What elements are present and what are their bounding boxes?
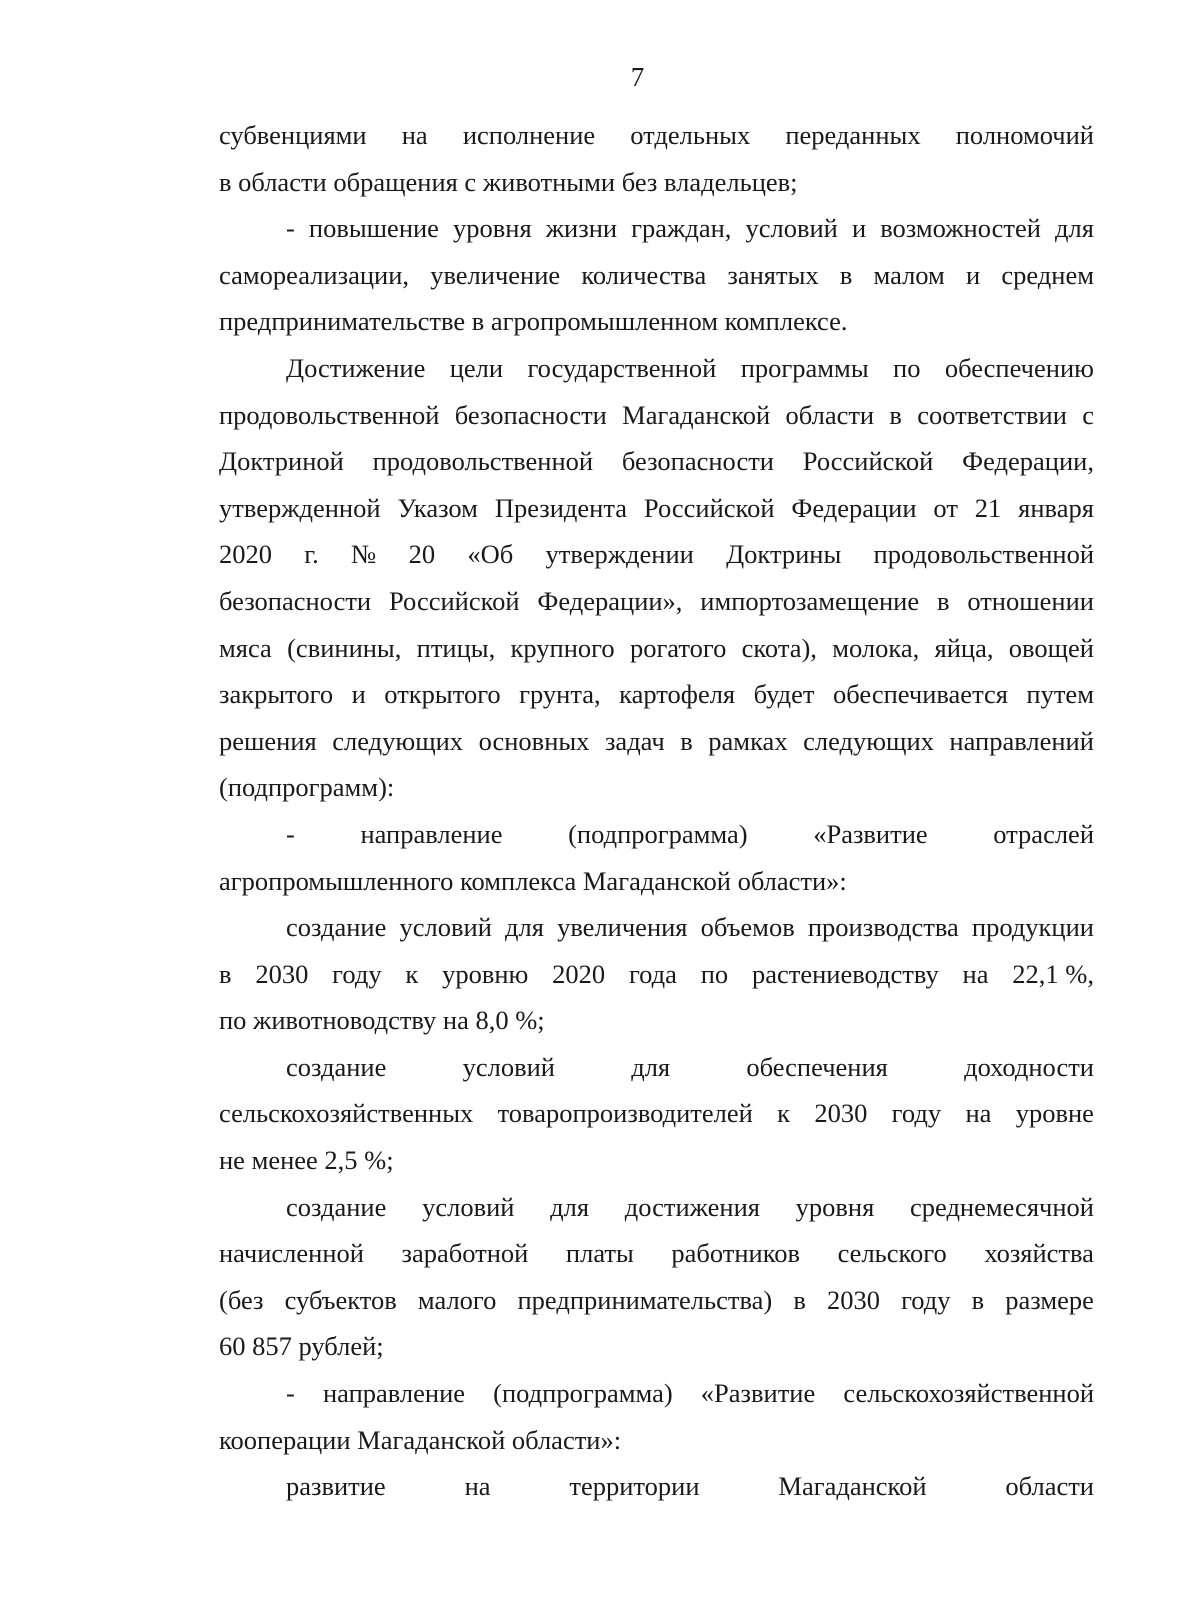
- text-line: [219, 625, 1094, 672]
- text-line: [219, 1090, 1094, 1137]
- word: направление: [322, 1378, 466, 1409]
- text-line: [219, 1044, 1094, 1091]
- word: в: [219, 958, 232, 989]
- word: Российской: [802, 446, 934, 477]
- word: яйца,: [934, 632, 994, 663]
- word: сельскохозяйственной: [843, 1378, 1094, 1409]
- text-line: [219, 159, 1094, 206]
- line-text: кооперации Магаданской области»:: [219, 1424, 622, 1455]
- word: для: [505, 912, 544, 943]
- word: Магаданской: [622, 399, 771, 430]
- word: граждан,: [631, 213, 732, 244]
- word: и: [966, 259, 981, 290]
- word: сельскохозяйственных: [219, 1098, 474, 1129]
- word: в: [793, 1284, 806, 1315]
- word: утверждении: [545, 539, 694, 570]
- word: году: [891, 1098, 942, 1129]
- word: объемов: [700, 912, 795, 943]
- word: направление: [360, 818, 503, 849]
- word: продукции: [971, 912, 1094, 943]
- word: утвержденной: [219, 492, 381, 523]
- word: для: [550, 1191, 590, 1222]
- word: и: [851, 213, 867, 244]
- word: уровня: [453, 213, 532, 244]
- word: рамках: [708, 725, 788, 756]
- word: Федерации»,: [537, 585, 683, 616]
- word: возможностей: [880, 213, 1041, 244]
- word: №: [351, 539, 377, 570]
- word: Российской: [388, 585, 520, 616]
- word: доходности: [964, 1051, 1094, 1082]
- word: условий: [462, 1051, 555, 1082]
- word: 2020: [219, 539, 272, 570]
- line-text: не менее 2,5 %;: [219, 1145, 394, 1176]
- word: увеличения: [557, 912, 688, 943]
- word: следующих: [803, 725, 934, 756]
- text-line: [219, 1230, 1094, 1277]
- word: отраслей: [993, 818, 1094, 849]
- text-line: [219, 718, 1094, 765]
- word: на: [965, 1098, 992, 1129]
- word: -: [286, 1378, 295, 1409]
- word: в: [971, 1284, 985, 1315]
- word: импортозамещение: [700, 585, 920, 616]
- word: 2030: [814, 1098, 868, 1129]
- word: малом: [873, 259, 945, 290]
- word: овощей: [1008, 632, 1094, 663]
- word: на: [401, 120, 428, 150]
- word: января: [1018, 492, 1094, 523]
- text-line: [219, 531, 1094, 578]
- word: количества: [581, 259, 707, 290]
- word: для: [1055, 213, 1094, 244]
- word: условий: [422, 1191, 515, 1222]
- word: начисленной: [219, 1238, 364, 1269]
- text-line: [219, 764, 1094, 811]
- line-text: предпринимательстве в агропромышленном комплексе.: [219, 306, 848, 337]
- text-line: [219, 858, 1094, 905]
- word: птицы,: [416, 632, 496, 663]
- word: малого: [417, 1284, 497, 1315]
- word: от: [933, 492, 958, 523]
- word: «Об: [467, 539, 514, 570]
- line-text: (подпрограмм):: [219, 772, 395, 803]
- line-text: агропромышленного комплекса Магаданской области»:: [219, 865, 847, 896]
- word: работников: [671, 1238, 801, 1269]
- word: (свинины,: [287, 632, 402, 663]
- word: уровню: [442, 958, 529, 989]
- word: области: [785, 399, 875, 430]
- word: следующих: [332, 725, 464, 756]
- text-line: [219, 1184, 1094, 1231]
- word: году: [332, 958, 382, 989]
- word: основных: [478, 725, 590, 756]
- word: исполнение: [462, 120, 596, 150]
- text-line: [219, 671, 1094, 718]
- text-line: [219, 345, 1094, 392]
- word: уровне: [1015, 1098, 1094, 1129]
- word: создание: [286, 1051, 387, 1082]
- word: отдельных: [630, 120, 751, 150]
- word: на: [464, 1471, 491, 1502]
- word: направлений: [949, 725, 1094, 756]
- word: обеспечивается: [833, 679, 1008, 710]
- word: по: [893, 352, 921, 383]
- word: достижения: [624, 1191, 760, 1222]
- word: открытого: [384, 679, 501, 710]
- word: среднем: [1001, 259, 1094, 290]
- text-line: [219, 811, 1094, 858]
- word: в: [936, 585, 950, 616]
- word: и: [351, 679, 366, 710]
- word: -: [286, 818, 295, 849]
- text-line: [219, 1370, 1094, 1417]
- line-text: 60 857 рублей;: [219, 1331, 384, 1362]
- word: молока,: [832, 632, 920, 663]
- word: территории: [569, 1471, 700, 1502]
- word: товаропроизводителей: [497, 1098, 753, 1129]
- text-line: [219, 904, 1094, 951]
- text-line: [219, 1417, 1094, 1464]
- word: производства: [807, 912, 959, 943]
- word: (подпрограмма): [493, 1378, 673, 1409]
- word: (подпрограмма): [568, 818, 748, 849]
- word: 21: [974, 492, 1002, 523]
- word: отношении: [967, 585, 1094, 616]
- word: скота),: [741, 632, 817, 663]
- text-line: [219, 438, 1094, 485]
- word: мяса: [219, 632, 272, 663]
- word: цели: [449, 352, 504, 383]
- word: Доктрины: [726, 539, 842, 570]
- text-line: [219, 1137, 1094, 1184]
- word: Достижение: [286, 352, 426, 383]
- word: рогатого: [629, 632, 727, 663]
- word: размере: [1005, 1284, 1094, 1315]
- word: закрытого: [219, 679, 334, 710]
- word: условий: [745, 213, 838, 244]
- word: Магаданской: [778, 1471, 927, 1502]
- word: 2020: [552, 958, 606, 989]
- word: предпринимательства): [517, 1284, 773, 1315]
- word: году: [901, 1284, 951, 1315]
- word: переданных: [785, 120, 921, 150]
- word: Доктриной: [219, 446, 344, 477]
- word: области: [1005, 1471, 1094, 1502]
- word: продовольственной: [873, 539, 1094, 570]
- word: среднемесячной: [910, 1191, 1094, 1222]
- word: обеспечению: [944, 352, 1094, 383]
- word: с: [1082, 399, 1094, 430]
- word: субъектов: [284, 1284, 397, 1315]
- word: Федерации: [791, 492, 917, 523]
- word: «Развитие: [813, 818, 928, 849]
- text-line: [219, 205, 1094, 252]
- word: к: [777, 1098, 791, 1129]
- word: задач: [604, 725, 665, 756]
- word: решения: [219, 725, 317, 756]
- text-line: [219, 1463, 1094, 1510]
- word: в: [889, 399, 902, 430]
- word: картофеля: [619, 679, 736, 710]
- word: -: [286, 213, 295, 244]
- word: жизни: [545, 213, 618, 244]
- text-line: [219, 997, 1094, 1044]
- word: безопасности: [621, 446, 774, 477]
- word: платы: [565, 1238, 634, 1269]
- text-line: [219, 485, 1094, 532]
- word: сельского: [837, 1238, 947, 1269]
- word: 20: [408, 539, 436, 570]
- text-line: [219, 578, 1094, 625]
- word: для: [631, 1051, 671, 1082]
- word: 22,1 %,: [1012, 958, 1094, 989]
- word: в: [839, 259, 853, 290]
- word: Федерации,: [962, 446, 1094, 477]
- text-line: [219, 951, 1094, 998]
- word: государственной: [527, 352, 717, 383]
- word: (без: [219, 1284, 264, 1315]
- word: будет: [753, 679, 815, 710]
- word: уровня: [795, 1191, 875, 1222]
- text-line: [219, 1323, 1094, 1370]
- word: создание: [286, 912, 387, 943]
- word: хозяйства: [984, 1238, 1094, 1269]
- word: 2030: [826, 1284, 880, 1315]
- word: Российской: [643, 492, 775, 523]
- word: 2030: [255, 958, 309, 989]
- word: Президента: [494, 492, 628, 523]
- word: соответствии: [917, 399, 1067, 430]
- text-line: [219, 252, 1094, 299]
- word: продовольственной: [219, 399, 440, 430]
- word: растениеводству: [751, 958, 939, 989]
- word: года: [628, 958, 677, 989]
- text-line: [219, 298, 1094, 345]
- word: заработной: [401, 1238, 529, 1269]
- word: обеспечения: [746, 1051, 888, 1082]
- word: субвенциями: [219, 120, 367, 150]
- text-line: [219, 392, 1094, 439]
- word: повышение: [308, 213, 439, 244]
- text-line: [219, 1277, 1094, 1324]
- line-text: в области обращения с животными без владельцев;: [219, 166, 798, 197]
- word: «Развитие: [700, 1378, 816, 1409]
- word: на: [962, 958, 989, 989]
- word: Указом: [397, 492, 478, 523]
- word: безопасности: [219, 585, 372, 616]
- word: в: [680, 725, 693, 756]
- word: грунта,: [519, 679, 601, 710]
- word: полномочий: [955, 120, 1094, 150]
- word: условий: [399, 912, 492, 943]
- document-body: [219, 112, 1094, 1510]
- word: безопасности: [454, 399, 607, 430]
- line-text: по животноводству на 8,0 %;: [219, 1005, 545, 1036]
- word: программы: [740, 352, 869, 383]
- word: увеличение: [430, 259, 561, 290]
- word: самореализации,: [219, 259, 410, 290]
- word: занятых: [727, 259, 819, 290]
- word: путем: [1026, 679, 1094, 710]
- word: продовольственной: [372, 446, 594, 477]
- word: создание: [286, 1191, 387, 1222]
- page-number: 7: [630, 62, 645, 92]
- word: к: [405, 958, 419, 989]
- word: г.: [304, 539, 319, 570]
- word: крупного: [510, 632, 615, 663]
- word: развитие: [286, 1471, 386, 1502]
- text-line: [219, 112, 1094, 159]
- word: по: [700, 958, 729, 989]
